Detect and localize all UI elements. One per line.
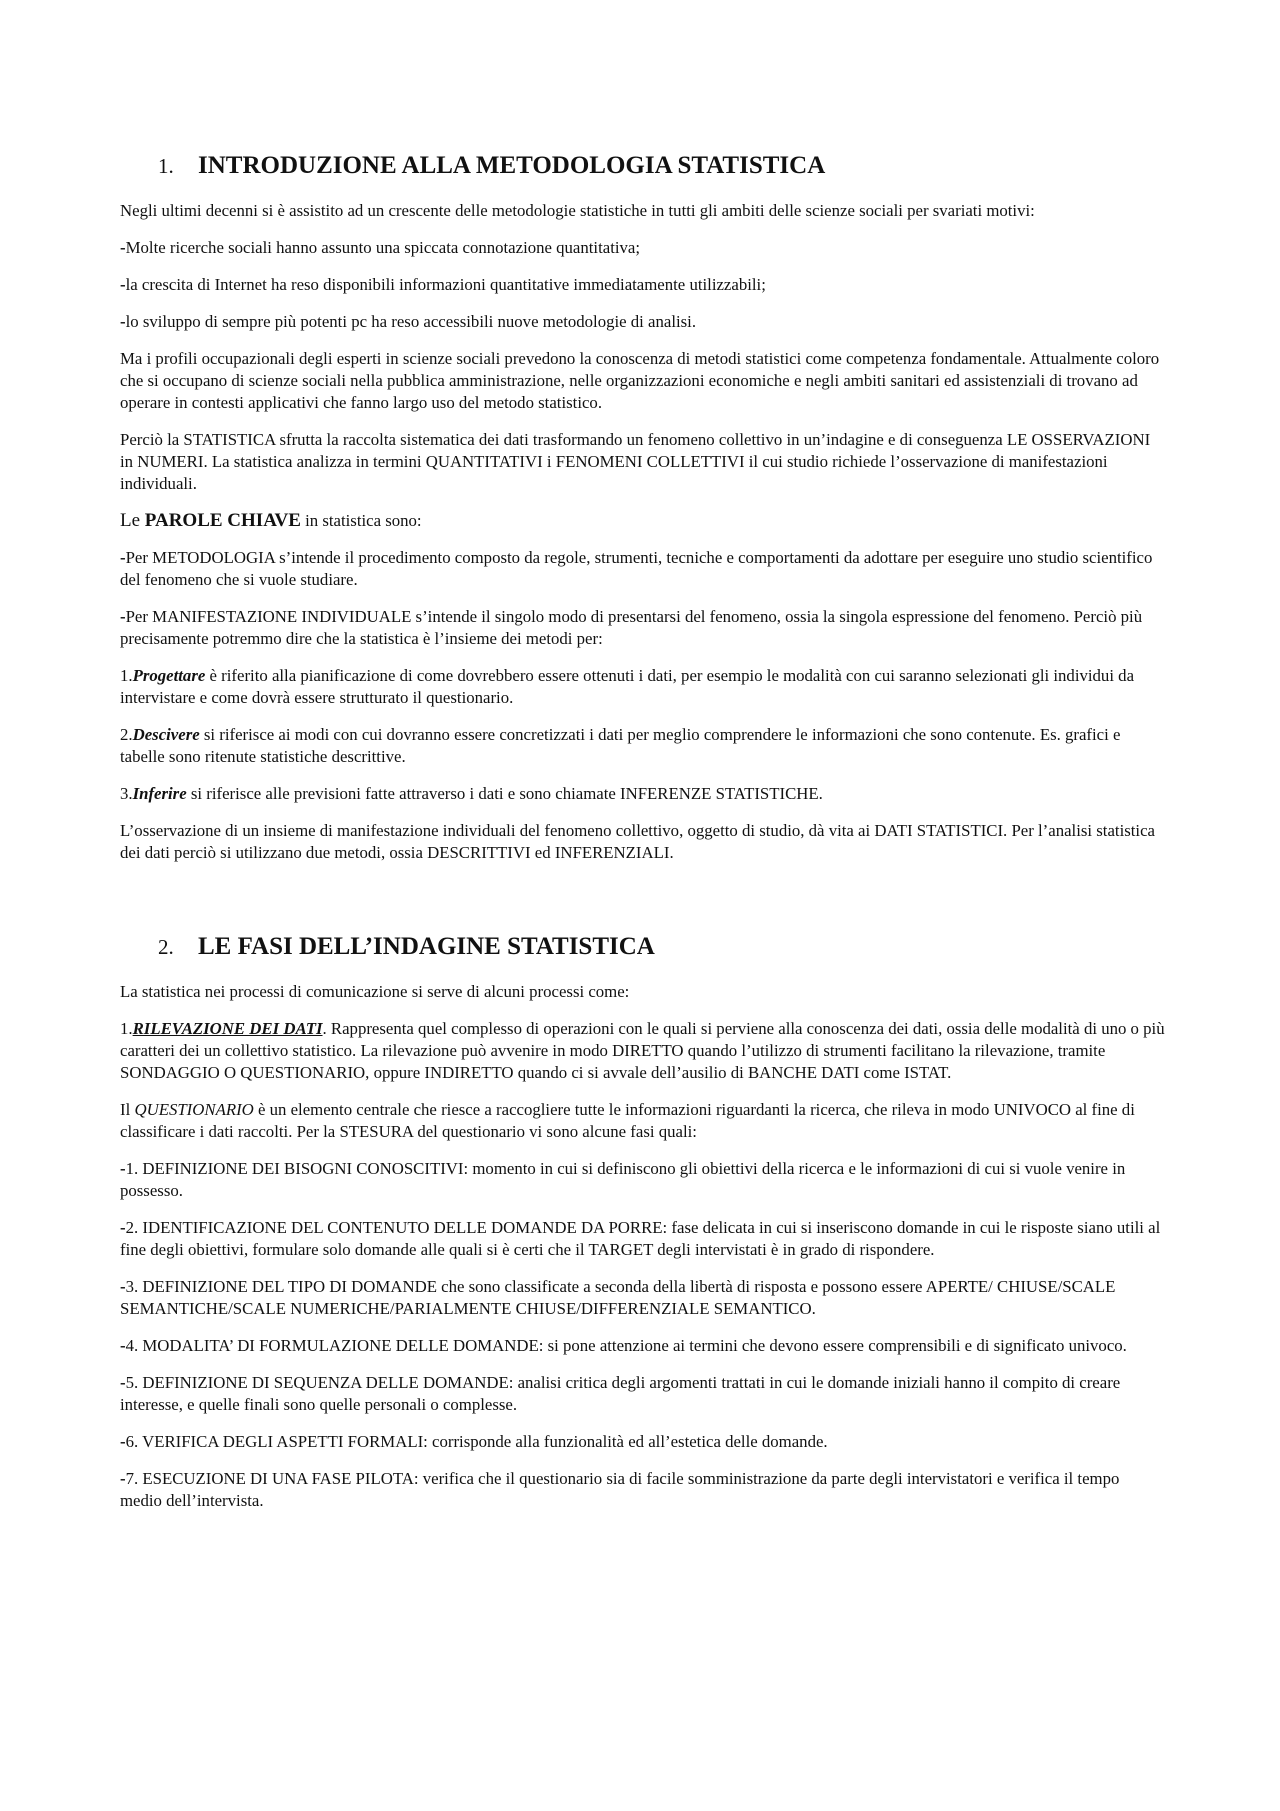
phase-4: -4. MODALITA’ DI FORMULAZIONE DELLE DOMANDE: si pone attenzione ai termini che devono essere comprensibili e di significato univoco. — [120, 1336, 1127, 1355]
questionario-paragraph: Il QUESTIONARIO è un elemento centrale che riesce a raccogliere tutte le informazioni riguardanti la ricerca, che rileva in modo UNIVOCO al fine di classificare i dati raccolti. Per la STESURA del questionario vi sono alcune fasi quali: — [120, 1100, 1135, 1141]
bullet-3: -lo sviluppo di sempre più potenti pc ha reso accessibili nuove metodologie di analisi. — [120, 312, 697, 331]
statistica-paragraph: Perciò la STATISTICA sfrutta la raccolta sistematica dei dati trasformando un fenomeno collettivo in un’indagine e di conseguenza LE OSSERVAZIONI in NUMERI. La statistica analizza in termini QUANTITATIVI i FENOMENI COLLETTIVI il cui studio richiede l’osservazione di manifestazioni individuali. — [120, 430, 1151, 493]
rilevazione-paragraph: 1.RILEVAZIONE DEI DATI. Rappresenta quel complesso di operazioni con le quali si perviene alla conoscenza dei dati, ossia delle modalità di uno o più caratteri dei un collettivo statistico. La rilevazione può avvenire in modo DIRETTO quando l’utilizzo di strumenti facilitano la rilevazione, tramite SONDAGGIO O QUESTIONARIO, oppure INDIRETTO quando ci si avvale dell’ausilio di BANCHE DATI come ISTAT. — [120, 1019, 1165, 1082]
section-1-heading — [158, 150, 1165, 182]
section-1-number: 1. — [158, 154, 174, 178]
method-item-descrivere: 2.Descivere si riferisce ai modi con cui dovranno essere concretizzati i dati per meglio comprendere le informazioni che sono contenute. Es. grafici e tabelle sono ritenute statistiche descrittive. — [120, 725, 1121, 766]
phase-6: -6. VERIFICA DEGLI ASPETTI FORMALI: corrisponde alla funzionalità ed all’estetica delle domande. — [120, 1432, 828, 1451]
method-item-inferire: 3.Inferire si riferisce alle previsioni fatte attraverso i dati e sono chiamate INFERENZE STATISTICHE. — [120, 784, 823, 803]
phase-7: -7. ESECUZIONE DI UNA FASE PILOTA: verifica che il questionario sia di facile somministrazione da parte degli intervistatori e verifica il tempo medio dell’intervista. — [120, 1469, 1120, 1510]
profili-paragraph: Ma i profili occupazionali degli esperti in scienze sociali prevedono la conoscenza di metodi statistici come competenza fondamentale. Attualmente coloro che si occupano di scienze sociali nella pubblica amministrazione, nelle organizzazioni economiche e negli ambiti sanitari ed assistenziali di trovano ad operare in contesti applicativi che fanno largo uso del metodo statistico. — [120, 349, 1160, 412]
method-item-progettare: 1.Progettare è riferito alla pianificazione di come dovrebbero essere ottenuti i dati, per esempio le modalità con cui saranno selezionati gli individui da intervistare e come dovrà essere strutturato il questionario. — [120, 666, 1135, 707]
document-page — [120, 150, 1165, 1527]
section-2-title: LE FASI DELL’INDAGINE STATISTICA — [198, 933, 655, 960]
definition-metodologia: -Per METODOLOGIA s’intende il procedimento composto da regole, strumenti, tecniche e comportamenti da adottare per eseguire uno studio scientifico del fenomeno che si vuole studiare. — [120, 548, 1153, 589]
section-spacer — [120, 879, 1165, 931]
section-2-number: 2. — [158, 935, 174, 959]
section-2-heading — [158, 931, 1165, 963]
section-1-title: INTRODUZIONE ALLA METODOLOGIA STATISTICA — [198, 152, 826, 179]
intro-paragraph: Negli ultimi decenni si è assistito ad un crescente delle metodologie statistiche in tutti gli ambiti delle scienze sociali per svariati motivi: — [120, 201, 1035, 220]
phase-3: -3. DEFINIZIONE DEL TIPO DI DOMANDE che sono classificate a seconda della libertà di risposta e possono essere APERTE/ CHIUSE/SCALE SEMANTICHE/SCALE NUMERICHE/PARIALMENTE CHIUSE/DIFFERENZIALE SEMANTICO. — [120, 1277, 1116, 1318]
bullet-2: -la crescita di Internet ha reso disponibili informazioni quantitative immediatamente utilizzabili; — [120, 275, 766, 294]
phase-5: -5. DEFINIZIONE DI SEQUENZA DELLE DOMANDE: analisi critica degli argomenti trattati in cui le domande iniziali hanno il compito di creare interesse, e quelle finali sono quelle personali o complesse. — [120, 1373, 1121, 1414]
closing-paragraph: L’osservazione di un insieme di manifestazione individuali del fenomeno collettivo, oggetto di studio, dà vita ai DATI STATISTICI. Per l’analisi statistica dei dati perciò si utilizzano due metodi, ossia DESCRITTIVI ed INFERENZIALI. — [120, 821, 1155, 862]
section-2-intro: La statistica nei processi di comunicazione si serve di alcuni processi come: — [120, 982, 630, 1001]
phase-1: -1. DEFINIZIONE DEI BISOGNI CONOSCITIVI: momento in cui si definiscono gli obiettivi della ricerca e le informazioni di cui si vuole venire in possesso. — [120, 1159, 1126, 1200]
bullet-1: -Molte ricerche sociali hanno assunto una spiccata connotazione quantitativa; — [120, 238, 641, 257]
phase-2: -2. IDENTIFICAZIONE DEL CONTENUTO DELLE DOMANDE DA PORRE: fase delicata in cui si inseriscono domande in cui le risposte siano utili al fine degli obiettivi, formulare solo domande alle quali si è certi che il TARGET degli intervistati è in grado di rispondere. — [120, 1218, 1161, 1259]
parole-chiave-paragraph: Le PAROLE CHIAVE in statistica sono: — [120, 510, 422, 531]
definition-manifestazione: -Per MANIFESTAZIONE INDIVIDUALE s’intende il singolo modo di presentarsi del fenomeno, ossia la singola espressione del fenomeno. Perciò più precisamente potremmo dire che la statistica è l’insieme dei metodi per: — [120, 607, 1143, 648]
